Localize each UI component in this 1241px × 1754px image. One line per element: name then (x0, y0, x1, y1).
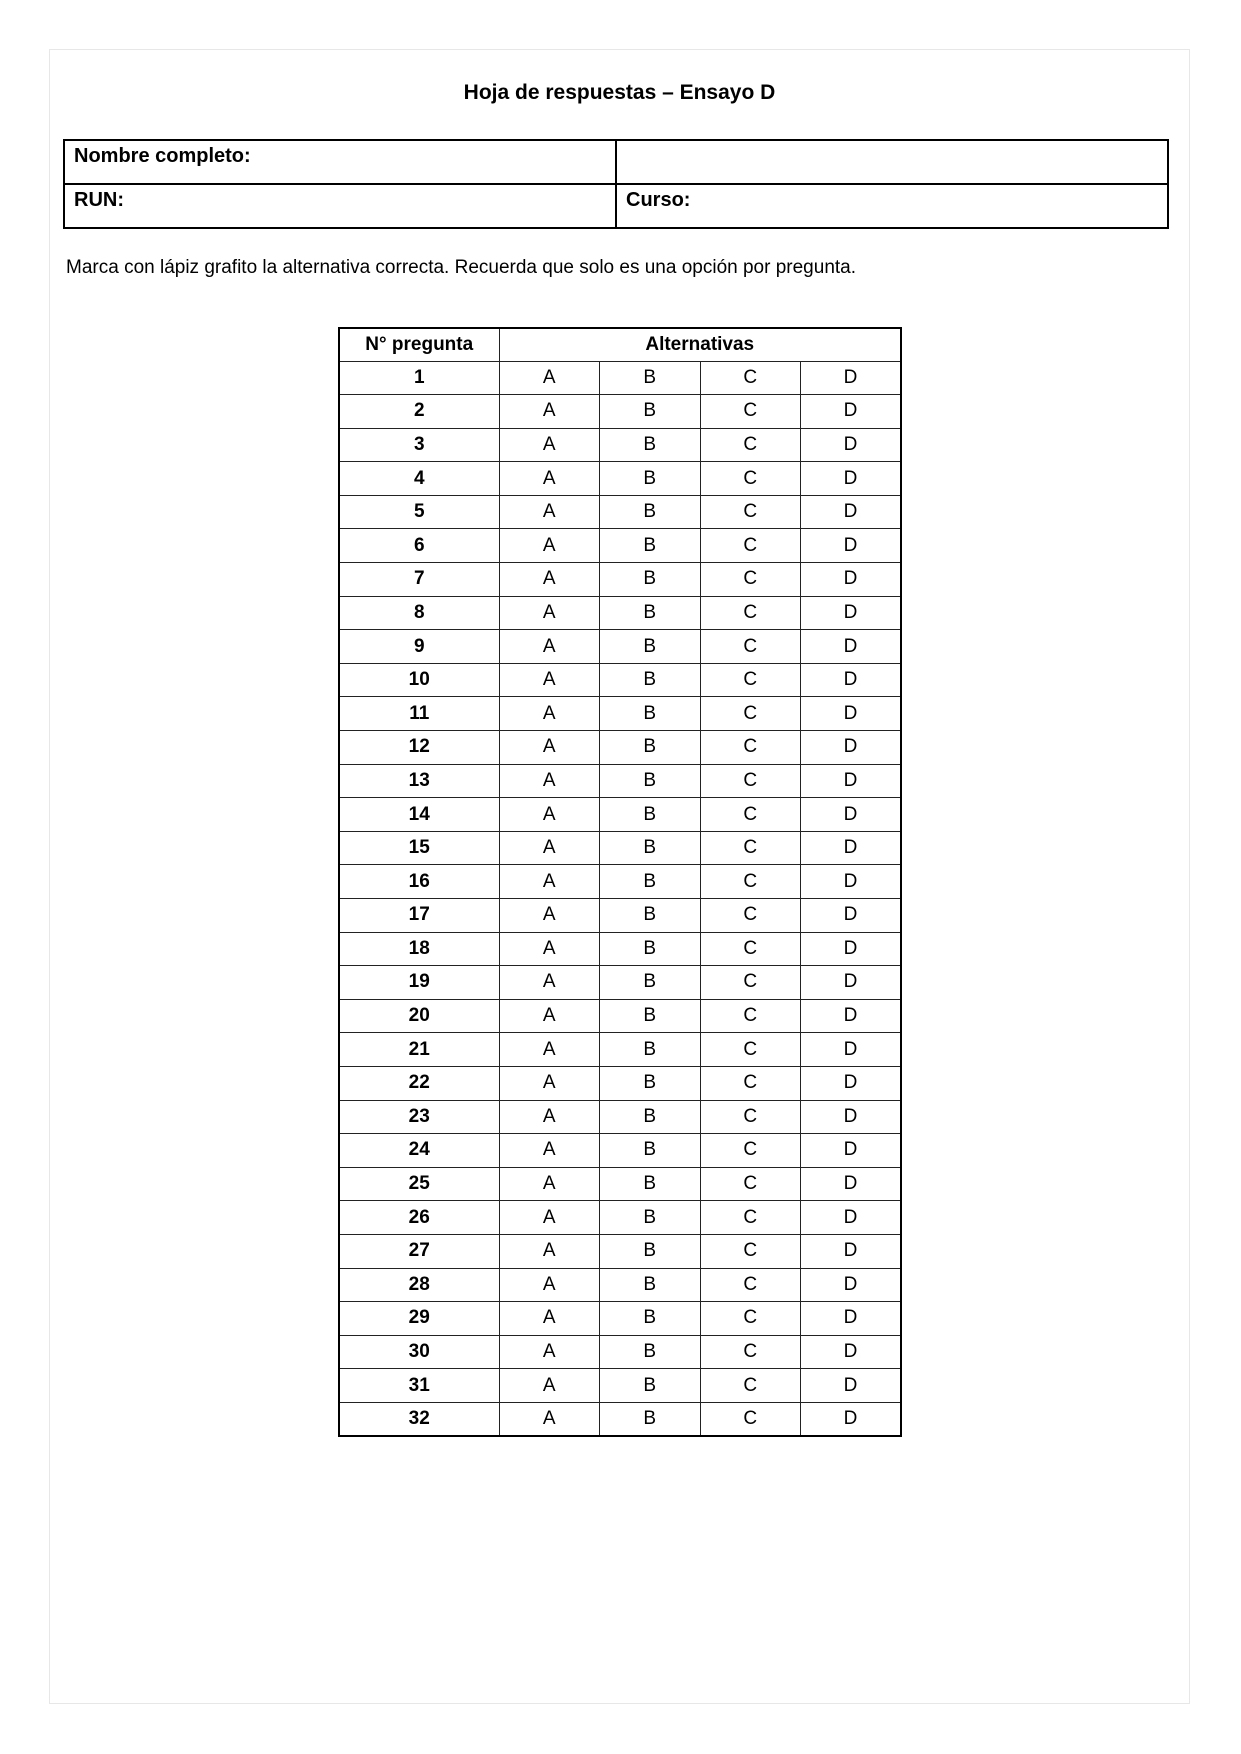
question-number: 19 (339, 966, 499, 1000)
question-number: 11 (339, 697, 499, 731)
option-cell-c[interactable]: C (700, 899, 801, 933)
option-cell-a[interactable]: A (499, 1066, 600, 1100)
option-cell-d[interactable]: D (801, 529, 902, 563)
option-cell-a[interactable]: A (499, 899, 600, 933)
option-cell-d[interactable]: D (801, 764, 902, 798)
option-cell-d[interactable]: D (801, 1167, 902, 1201)
answer-row (339, 899, 901, 933)
option-cell-d[interactable]: D (801, 1369, 902, 1403)
option-cell-b[interactable]: B (600, 361, 701, 395)
option-cell-c[interactable]: C (700, 831, 801, 865)
option-cell-a[interactable]: A (499, 1201, 600, 1235)
option-cell-b[interactable]: B (600, 1335, 701, 1369)
option-cell-c[interactable]: C (700, 932, 801, 966)
question-number: 28 (339, 1268, 499, 1302)
question-number: 10 (339, 663, 499, 697)
option-cell-c[interactable]: C (700, 395, 801, 429)
answer-row (339, 1167, 901, 1201)
option-cell-c[interactable]: C (700, 1201, 801, 1235)
option-cell-b[interactable]: B (600, 428, 701, 462)
answer-row (339, 999, 901, 1033)
question-number-header: N° pregunta (339, 328, 499, 361)
option-cell-d[interactable]: D (801, 932, 902, 966)
option-cell-b[interactable]: B (600, 999, 701, 1033)
option-cell-d[interactable]: D (801, 697, 902, 731)
option-cell-a[interactable]: A (499, 865, 600, 899)
option-cell-b[interactable]: B (600, 798, 701, 832)
option-cell-b[interactable]: B (600, 1268, 701, 1302)
answer-row (339, 1335, 901, 1369)
alternatives-header: Alternativas (499, 328, 901, 361)
option-cell-a[interactable]: A (499, 428, 600, 462)
option-cell-d[interactable]: D (801, 899, 902, 933)
answer-row (339, 764, 901, 798)
option-cell-b[interactable]: B (600, 1100, 701, 1134)
option-cell-a[interactable]: A (499, 1302, 600, 1336)
answer-row (339, 865, 901, 899)
option-cell-d[interactable]: D (801, 1234, 902, 1268)
option-cell-c[interactable]: C (700, 731, 801, 765)
answer-row (339, 1100, 901, 1134)
option-cell-a[interactable]: A (499, 630, 600, 664)
answer-row (339, 1134, 901, 1168)
answer-row (339, 529, 901, 563)
option-cell-b[interactable]: B (600, 630, 701, 664)
question-number: 24 (339, 1134, 499, 1168)
question-number: 22 (339, 1066, 499, 1100)
answer-row (339, 462, 901, 496)
option-cell-d[interactable]: D (801, 462, 902, 496)
question-number: 2 (339, 395, 499, 429)
option-cell-b[interactable]: B (600, 731, 701, 765)
option-cell-b[interactable]: B (600, 1234, 701, 1268)
option-cell-b[interactable]: B (600, 395, 701, 429)
question-number: 4 (339, 462, 499, 496)
option-cell-b[interactable]: B (600, 663, 701, 697)
option-cell-b[interactable]: B (600, 495, 701, 529)
option-cell-a[interactable]: A (499, 1369, 600, 1403)
question-number: 5 (339, 495, 499, 529)
option-cell-b[interactable]: B (600, 966, 701, 1000)
student-info-table (63, 139, 1169, 229)
option-cell-c[interactable]: C (700, 999, 801, 1033)
option-cell-d[interactable]: D (801, 1100, 902, 1134)
instruction-text: Marca con lápiz grafito la alternativa correcta. Recuerda que solo es una opción por pregunta. (66, 257, 857, 278)
option-cell-a[interactable]: A (499, 395, 600, 429)
answer-row (339, 596, 901, 630)
option-cell-a[interactable]: A (499, 1402, 600, 1436)
option-cell-a[interactable]: A (499, 462, 600, 496)
page-title: Hoja de respuestas – Ensayo D (463, 81, 776, 104)
option-cell-c[interactable]: C (700, 1369, 801, 1403)
option-cell-c[interactable]: C (700, 495, 801, 529)
answer-grid (338, 327, 902, 1437)
option-cell-b[interactable]: B (600, 764, 701, 798)
option-cell-b[interactable]: B (600, 1167, 701, 1201)
question-number: 32 (339, 1402, 499, 1436)
question-number: 9 (339, 630, 499, 664)
option-cell-c[interactable]: C (700, 663, 801, 697)
option-cell-a[interactable]: A (499, 798, 600, 832)
answer-row (339, 630, 901, 664)
option-cell-d[interactable]: D (801, 1302, 902, 1336)
option-cell-c[interactable]: C (700, 596, 801, 630)
option-cell-c[interactable]: C (700, 1100, 801, 1134)
answer-row (339, 1066, 901, 1100)
option-cell-d[interactable]: D (801, 1134, 902, 1168)
question-number: 14 (339, 798, 499, 832)
option-cell-d[interactable]: D (801, 563, 902, 597)
question-number: 26 (339, 1201, 499, 1235)
info-row-run-curso (64, 184, 1168, 228)
answer-row (339, 395, 901, 429)
option-cell-d[interactable]: D (801, 1335, 902, 1369)
answer-row (339, 1234, 901, 1268)
question-number: 31 (339, 1369, 499, 1403)
option-cell-d[interactable]: D (801, 1066, 902, 1100)
question-number: 23 (339, 1100, 499, 1134)
option-cell-d[interactable]: D (801, 831, 902, 865)
option-cell-c[interactable]: C (700, 529, 801, 563)
curso-label-cell[interactable] (616, 184, 1168, 228)
question-number: 6 (339, 529, 499, 563)
question-number: 18 (339, 932, 499, 966)
option-cell-d[interactable]: D (801, 495, 902, 529)
option-cell-a[interactable]: A (499, 764, 600, 798)
option-cell-d[interactable]: D (801, 966, 902, 1000)
option-cell-a[interactable]: A (499, 1167, 600, 1201)
option-cell-a[interactable]: A (499, 596, 600, 630)
option-cell-a[interactable]: A (499, 1268, 600, 1302)
question-number: 12 (339, 731, 499, 765)
info-row-name (64, 140, 1168, 184)
question-number: 27 (339, 1234, 499, 1268)
option-cell-b[interactable]: B (600, 697, 701, 731)
option-cell-a[interactable]: A (499, 1335, 600, 1369)
answer-row (339, 428, 901, 462)
option-cell-c[interactable]: C (700, 1134, 801, 1168)
option-cell-c[interactable]: C (700, 428, 801, 462)
option-cell-d[interactable]: D (801, 1268, 902, 1302)
answer-sheet-page (49, 49, 1190, 1704)
option-cell-d[interactable]: D (801, 663, 902, 697)
answer-row (339, 495, 901, 529)
answer-row (339, 1201, 901, 1235)
question-number: 7 (339, 563, 499, 597)
option-cell-b[interactable]: B (600, 529, 701, 563)
question-number: 8 (339, 596, 499, 630)
answer-row (339, 1302, 901, 1336)
answer-row (339, 1268, 901, 1302)
option-cell-a[interactable]: A (499, 697, 600, 731)
option-cell-a[interactable]: A (499, 1234, 600, 1268)
option-cell-d[interactable]: D (801, 428, 902, 462)
option-cell-a[interactable]: A (499, 361, 600, 395)
question-number: 13 (339, 764, 499, 798)
option-cell-d[interactable]: D (801, 1033, 902, 1067)
option-cell-c[interactable]: C (700, 361, 801, 395)
answer-row (339, 798, 901, 832)
question-number: 30 (339, 1335, 499, 1369)
run-label-cell[interactable] (64, 184, 616, 228)
answer-row (339, 697, 901, 731)
question-number: 15 (339, 831, 499, 865)
option-cell-c[interactable]: C (700, 630, 801, 664)
name-field[interactable] (616, 140, 1168, 184)
option-cell-d[interactable]: D (801, 798, 902, 832)
option-cell-c[interactable]: C (700, 1033, 801, 1067)
option-cell-b[interactable]: B (600, 1369, 701, 1403)
option-cell-b[interactable]: B (600, 1302, 701, 1336)
answer-row (339, 1033, 901, 1067)
option-cell-a[interactable]: A (499, 529, 600, 563)
option-cell-a[interactable]: A (499, 999, 600, 1033)
option-cell-b[interactable]: B (600, 1066, 701, 1100)
option-cell-d[interactable]: D (801, 865, 902, 899)
option-cell-c[interactable]: C (700, 1402, 801, 1436)
option-cell-d[interactable]: D (801, 1402, 902, 1436)
question-number: 29 (339, 1302, 499, 1336)
question-number: 20 (339, 999, 499, 1033)
question-number: 3 (339, 428, 499, 462)
option-cell-b[interactable]: B (600, 1402, 701, 1436)
option-cell-d[interactable]: D (801, 596, 902, 630)
option-cell-b[interactable]: B (600, 865, 701, 899)
answer-row (339, 831, 901, 865)
answer-row (339, 1369, 901, 1403)
option-cell-a[interactable]: A (499, 932, 600, 966)
option-cell-d[interactable]: D (801, 630, 902, 664)
option-cell-c[interactable]: C (700, 1234, 801, 1268)
option-cell-d[interactable]: D (801, 361, 902, 395)
question-number: 1 (339, 361, 499, 395)
answer-row (339, 731, 901, 765)
curso-label: Curso: (626, 189, 691, 211)
option-cell-b[interactable]: B (600, 1134, 701, 1168)
run-label: RUN: (74, 189, 124, 211)
option-cell-d[interactable]: D (801, 731, 902, 765)
option-cell-b[interactable]: B (600, 596, 701, 630)
answer-rows (339, 361, 901, 1436)
option-cell-a[interactable]: A (499, 663, 600, 697)
option-cell-c[interactable]: C (700, 462, 801, 496)
answer-row (339, 1402, 901, 1436)
option-cell-b[interactable]: B (600, 1201, 701, 1235)
option-cell-a[interactable]: A (499, 731, 600, 765)
option-cell-c[interactable]: C (700, 966, 801, 1000)
option-cell-a[interactable]: A (499, 1100, 600, 1134)
option-cell-c[interactable]: C (700, 1268, 801, 1302)
option-cell-b[interactable]: B (600, 563, 701, 597)
option-cell-b[interactable]: B (600, 462, 701, 496)
option-cell-a[interactable]: A (499, 1134, 600, 1168)
option-cell-a[interactable]: A (499, 563, 600, 597)
option-cell-d[interactable]: D (801, 395, 902, 429)
option-cell-c[interactable]: C (700, 1066, 801, 1100)
option-cell-c[interactable]: C (700, 865, 801, 899)
name-label: Nombre completo: (64, 140, 616, 184)
option-cell-c[interactable]: C (700, 1167, 801, 1201)
answer-row (339, 663, 901, 697)
option-cell-c[interactable]: C (700, 1302, 801, 1336)
question-number: 16 (339, 865, 499, 899)
option-cell-c[interactable]: C (700, 697, 801, 731)
option-cell-b[interactable]: B (600, 932, 701, 966)
answer-grid-header-row (339, 328, 901, 361)
answer-row (339, 563, 901, 597)
option-cell-b[interactable]: B (600, 1033, 701, 1067)
option-cell-c[interactable]: C (700, 764, 801, 798)
option-cell-a[interactable]: A (499, 495, 600, 529)
option-cell-a[interactable]: A (499, 831, 600, 865)
option-cell-d[interactable]: D (801, 1201, 902, 1235)
answer-row (339, 966, 901, 1000)
option-cell-c[interactable]: C (700, 563, 801, 597)
question-number: 17 (339, 899, 499, 933)
question-number: 25 (339, 1167, 499, 1201)
option-cell-a[interactable]: A (499, 1033, 600, 1067)
option-cell-b[interactable]: B (600, 831, 701, 865)
option-cell-c[interactable]: C (700, 1335, 801, 1369)
option-cell-a[interactable]: A (499, 966, 600, 1000)
answer-row (339, 932, 901, 966)
option-cell-d[interactable]: D (801, 999, 902, 1033)
option-cell-c[interactable]: C (700, 798, 801, 832)
question-number: 21 (339, 1033, 499, 1067)
option-cell-b[interactable]: B (600, 899, 701, 933)
answer-row (339, 361, 901, 395)
